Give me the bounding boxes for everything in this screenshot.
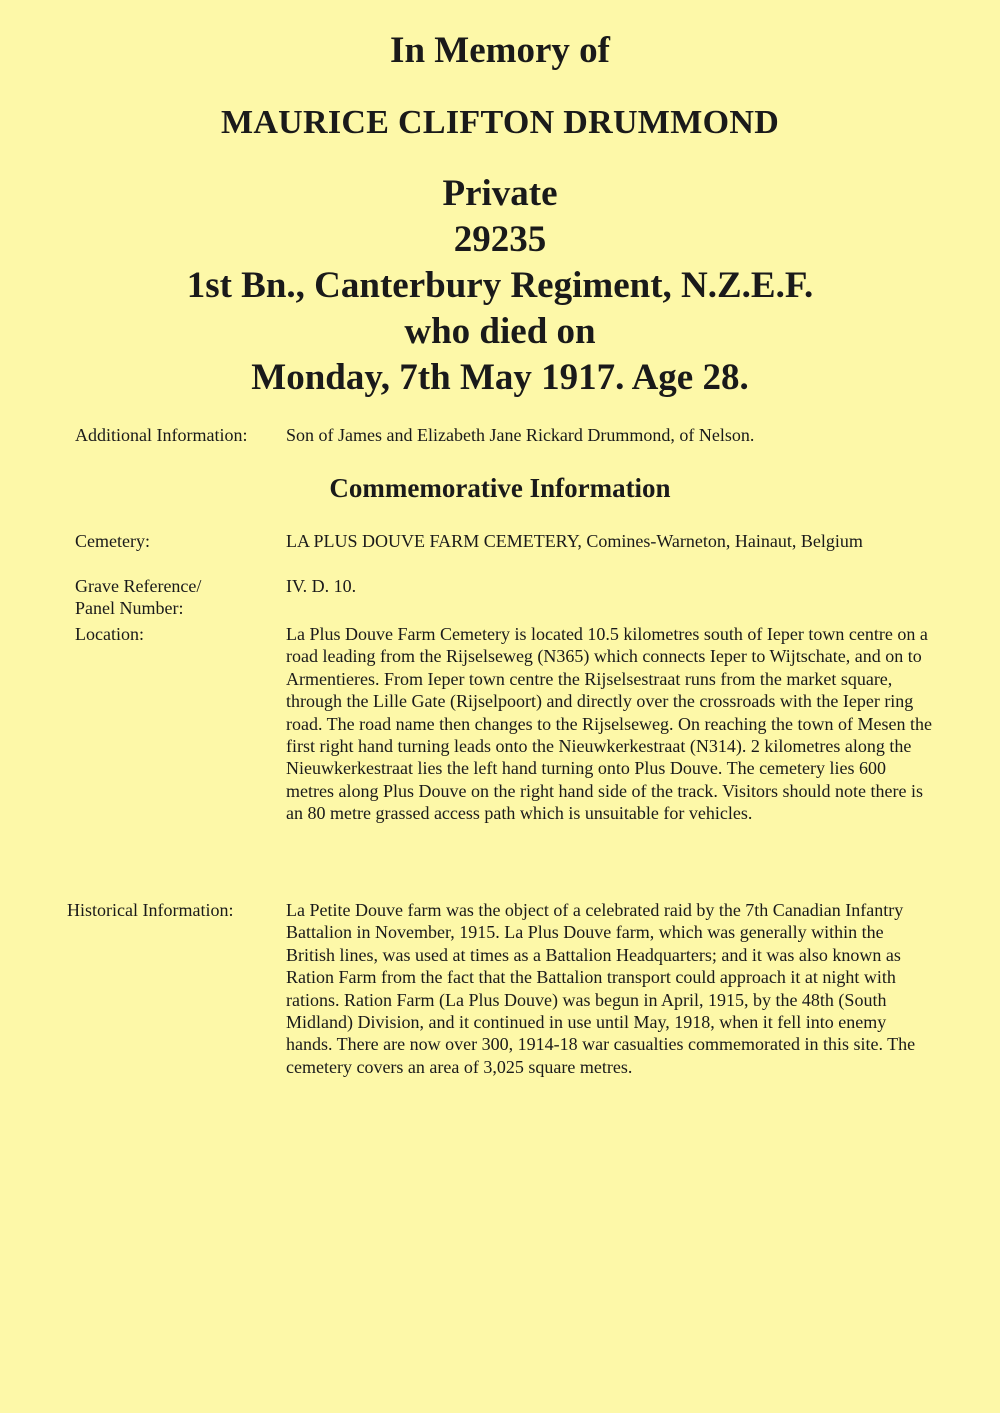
- service-details: [0, 171, 1000, 401]
- death-date-age: Monday, 7th May 1917. Age 28.: [251, 357, 749, 398]
- rank: Private: [442, 173, 558, 214]
- grave-label-line1: Grave Reference/: [75, 576, 202, 596]
- commemorative-heading: Commemorative Information: [329, 473, 671, 503]
- grave-label: [75, 575, 275, 620]
- historical-value: La Petite Douve farm was the object of a celebrated raid by the 7th Canadian Infantry Battalion in November, 1915. La Plus Douve farm, which was generally within the British lines, was used at times as a Battalion Headquarters; and it was also known as Ration Farm from the fact that the Battalion transport could approach it at night with rations. Ration Farm (La Plus Douve) was begun in April, 1915, by the 48th (South Midland) Division, and it continued in use until May, 1918, when it fell into enemy hands. There are now over 300, 1914-18 war casualties commemorated in this site. The cemetery covers an area of 3,025 square metres.: [286, 900, 916, 1077]
- cemetery-label: Cemetery:: [75, 531, 150, 551]
- grave-value: IV. D. 10.: [286, 576, 357, 596]
- died-on-label: who died on: [404, 311, 596, 352]
- location-value: La Plus Douve Farm Cemetery is located 10.5 kilometres south of Ieper town centre on a road leading from the Rijselseweg (N365) which connects Ieper to Wijtschate, and on to Armentieres. From Ieper town centre the Rijselsestraat runs from the market square, through the Lille Gate (Rijselpoort) and directly over the crossroads with the Ieper ring road. The road name then changes to the Rijselseweg. On reaching the town of Mesen the first right hand turning leads onto the Nieuwkerkestraat (N314). 2 kilometres along the Nieuwkerkestraat lies the left hand turning onto Plus Douve. The cemetery lies 600 metres along Plus Douve on the right hand side of the track. Visitors should note there is an 80 metre grassed access path which is unsuitable for vehicles.: [286, 624, 932, 824]
- soldier-name: MAURICE CLIFTON DRUMMOND: [220, 104, 780, 141]
- historical-label: Historical Information:: [67, 900, 234, 920]
- additional-info-label: Additional Information:: [75, 425, 248, 445]
- service-number: 29235: [453, 219, 547, 260]
- cemetery-value: LA PLUS DOUVE FARM CEMETERY, Comines-Warneton, Hainaut, Belgium: [286, 531, 863, 551]
- unit: 1st Bn., Canterbury Regiment, N.Z.E.F.: [186, 265, 814, 306]
- location-label: Location:: [75, 624, 144, 644]
- additional-info-value: Son of James and Elizabeth Jane Rickard Drummond, of Nelson.: [286, 425, 755, 445]
- in-memory-heading: In Memory of: [390, 30, 610, 71]
- grave-label-line2: Panel Number:: [75, 598, 184, 619]
